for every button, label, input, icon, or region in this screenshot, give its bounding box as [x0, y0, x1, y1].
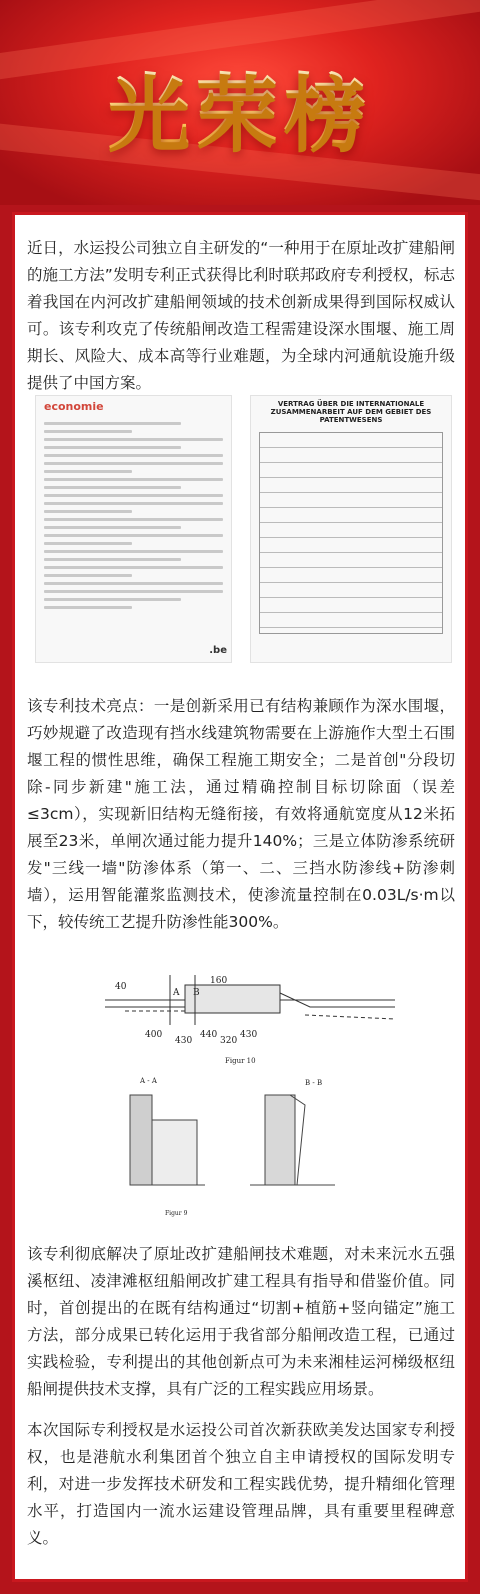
label-a: A — [173, 988, 180, 998]
article-frame — [12, 212, 468, 1582]
section-a-label: A - A — [140, 1077, 157, 1085]
pct-heading: VERTRAG ÜBER DIE INTERNATIONALE ZUSAMMENARBEIT AUF DEM GEBIET DES PATENTWESENS — [270, 400, 432, 424]
paragraph-highlights: 该专利技术亮点：一是创新采用已有结构兼顾作为深水围堰，巧妙规避了改造现有挡水线建筑物需要在上游施作大型土石围堰工程的惯性思维，确保工程施工期安全；二是首创"分段切除-同步新建"施工法，通过精确控制目标切除面（误差≤3cm），实现新旧结构无缝衔接，有效将通航宽度从12米拓展至23米，单闸次通过能力提升140%；三是立体防渗系统研发"三线一墙"防渗体系（第一、二、三挡水防渗线+防渗刺墙），运用智能灌浆监测技术，使渗流量控制在0.03L/s·m以下，较传统工艺提升防渗性能300%。 — [27, 697, 455, 931]
paragraph-intro: 近日，水运投公司独立自主研发的“一种用于在原址改扩建船闸的施工方法”发明专利正式获得比利时联邦政府专利授权，标志着我国在内河改扩建船闸领域的技术创新成果得到国际权威认可。该专利攻克了传统船闸改造工程需建设深水围堰、施工周期长、风险大、成本高等行业难题，为全球内河通航设施升级提供了中国方案。 — [27, 239, 455, 392]
label-430b: 430 — [240, 1030, 258, 1040]
section-b-label: B - B — [305, 1079, 323, 1087]
label-400: 400 — [145, 1030, 163, 1040]
economie-logo: economie — [44, 400, 104, 413]
label-40: 40 — [115, 982, 127, 992]
fig9-caption: Figur 9 — [165, 1210, 188, 1217]
patent-documents-image — [35, 395, 451, 665]
banner-title: 光荣榜 — [107, 66, 372, 161]
label-440: 440 — [200, 1030, 218, 1040]
pct-document — [250, 395, 452, 663]
label-160: 160 — [210, 976, 228, 986]
label-b: B — [193, 988, 200, 998]
patent-drawing — [35, 945, 451, 1225]
be-domain-text: .be — [209, 645, 227, 656]
label-430: 430 — [175, 1036, 193, 1046]
belgian-certificate — [35, 395, 232, 663]
paragraph-impact: 该专利彻底解决了原址改扩建船闸技术难题，对未来沅水五强溪枢纽、凌津滩枢纽船闸改扩建工程具有指导和借鉴价值。同时，首创提出的在既有结构通过“切割+植筋+竖向锚定”施工方法，部分成果已转化运用于我省部分船闸改造工程，已通过实践检验，专利提出的其他创新点可为未来湘桂运河梯级枢纽船闸提供技术支撑，具有广泛的工程实践应用场景。 — [27, 1245, 455, 1398]
paragraph-significance: 本次国际专利授权是水运投公司首次新获欧美发达国家专利授权，也是港航水利集团首个独立自主申请授权的国际发明专利，对进一步发挥技术研发和工程实践优势，提升精细化管理水平，打造国内一流水运建设管理品牌，具有重要里程碑意义。 — [27, 1421, 455, 1547]
patent-drawing-image — [35, 945, 451, 1225]
header-banner — [0, 0, 480, 205]
pct-table — [259, 432, 443, 634]
label-320: 320 — [220, 1036, 238, 1046]
fig10-caption: Figur 10 — [225, 1057, 256, 1065]
